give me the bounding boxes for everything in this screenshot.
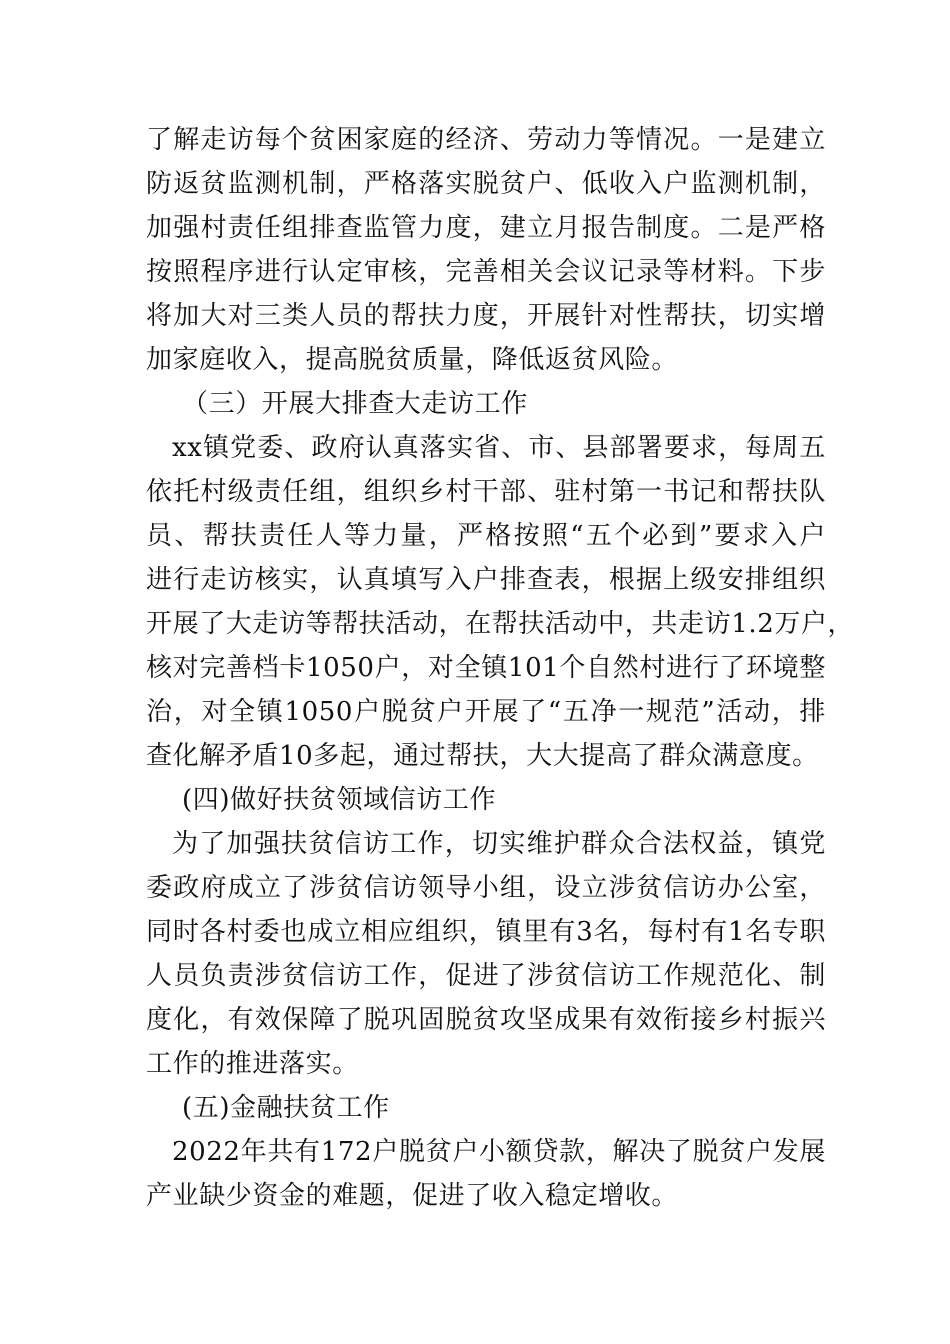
paragraph-3-line-1: 为了加强扶贫信访工作，切实维护群众合法权益，镇党: [172, 829, 826, 859]
paragraph-3-line-4: 人员负责涉贫信访工作，促进了涉贫信访工作规范化、制: [146, 961, 826, 991]
section-heading-5: (五)金融扶贫工作: [182, 1093, 390, 1123]
paragraph-2-line-4: 进行走访核实，认真填写入户排查表，根据上级安排组织: [146, 565, 826, 595]
paragraph-2-line-1: xx镇党委、政府认真落实省、市、县部署要求，每周五: [172, 433, 826, 463]
paragraph-1-line-1: 了解走访每个贫困家庭的经济、劳动力等情况。一是建立: [146, 125, 826, 155]
paragraph-1-line-3: 加强村责任组排查监管力度，建立月报告制度。二是严格: [146, 213, 826, 243]
paragraph-1-line-4: 按照程序进行认定审核，完善相关会议记录等材料。下步: [146, 257, 826, 287]
paragraph-4-line-2: 产业缺少资金的难题，促进了收入稳定增收。: [146, 1181, 679, 1211]
paragraph-1-line-2: 防返贫监测机制，严格落实脱贫户、低收入户监测机制，: [146, 169, 826, 199]
paragraph-3-line-3: 同时各村委也成立相应组织，镇里有3名，每村有1名专职: [146, 917, 826, 947]
paragraph-3-line-2: 委政府成立了涉贫信访领导小组，设立涉贫信访办公室，: [146, 873, 826, 903]
document-body: [146, 118, 855, 1218]
paragraph-4-line-1: 2022年共有172户脱贫户小额贷款，解决了脱贫户发展: [172, 1137, 826, 1167]
paragraph-2-line-6: 核对完善档卡1050户，对全镇101个自然村进行了环境整: [146, 653, 826, 683]
paragraph-3-line-5: 度化，有效保障了脱巩固脱贫攻坚成果有效衔接乡村振兴: [146, 1005, 826, 1035]
paragraph-2-line-8: 查化解矛盾10多起，通过帮扶，大大提高了群众满意度。: [146, 741, 819, 771]
paragraph-2-line-2: 依托村级责任组，组织乡村干部、驻村第一书记和帮扶队: [146, 477, 826, 507]
paragraph-2-line-5: 开展了大走访等帮扶活动，在帮扶活动中，共走访1.2万户，: [146, 609, 855, 639]
paragraph-1-line-5: 将加大对三类人员的帮扶力度，开展针对性帮扶，切实增: [146, 301, 826, 331]
section-heading-4: (四)做好扶贫领域信访工作: [182, 785, 497, 815]
paragraph-2-line-7: 治，对全镇1050户脱贫户开展了“五净一规范”活动，排: [146, 697, 826, 727]
section-heading-3: （三）开展大排查大走访工作: [182, 389, 528, 419]
paragraph-1-line-6: 加家庭收入，提高脱贫质量，降低返贫风险。: [146, 345, 679, 375]
paragraph-3-line-6: 工作的推进落实。: [146, 1049, 359, 1079]
paragraph-2-line-3: 员、帮扶责任人等力量，严格按照“五个必到”要求入户: [146, 521, 826, 551]
